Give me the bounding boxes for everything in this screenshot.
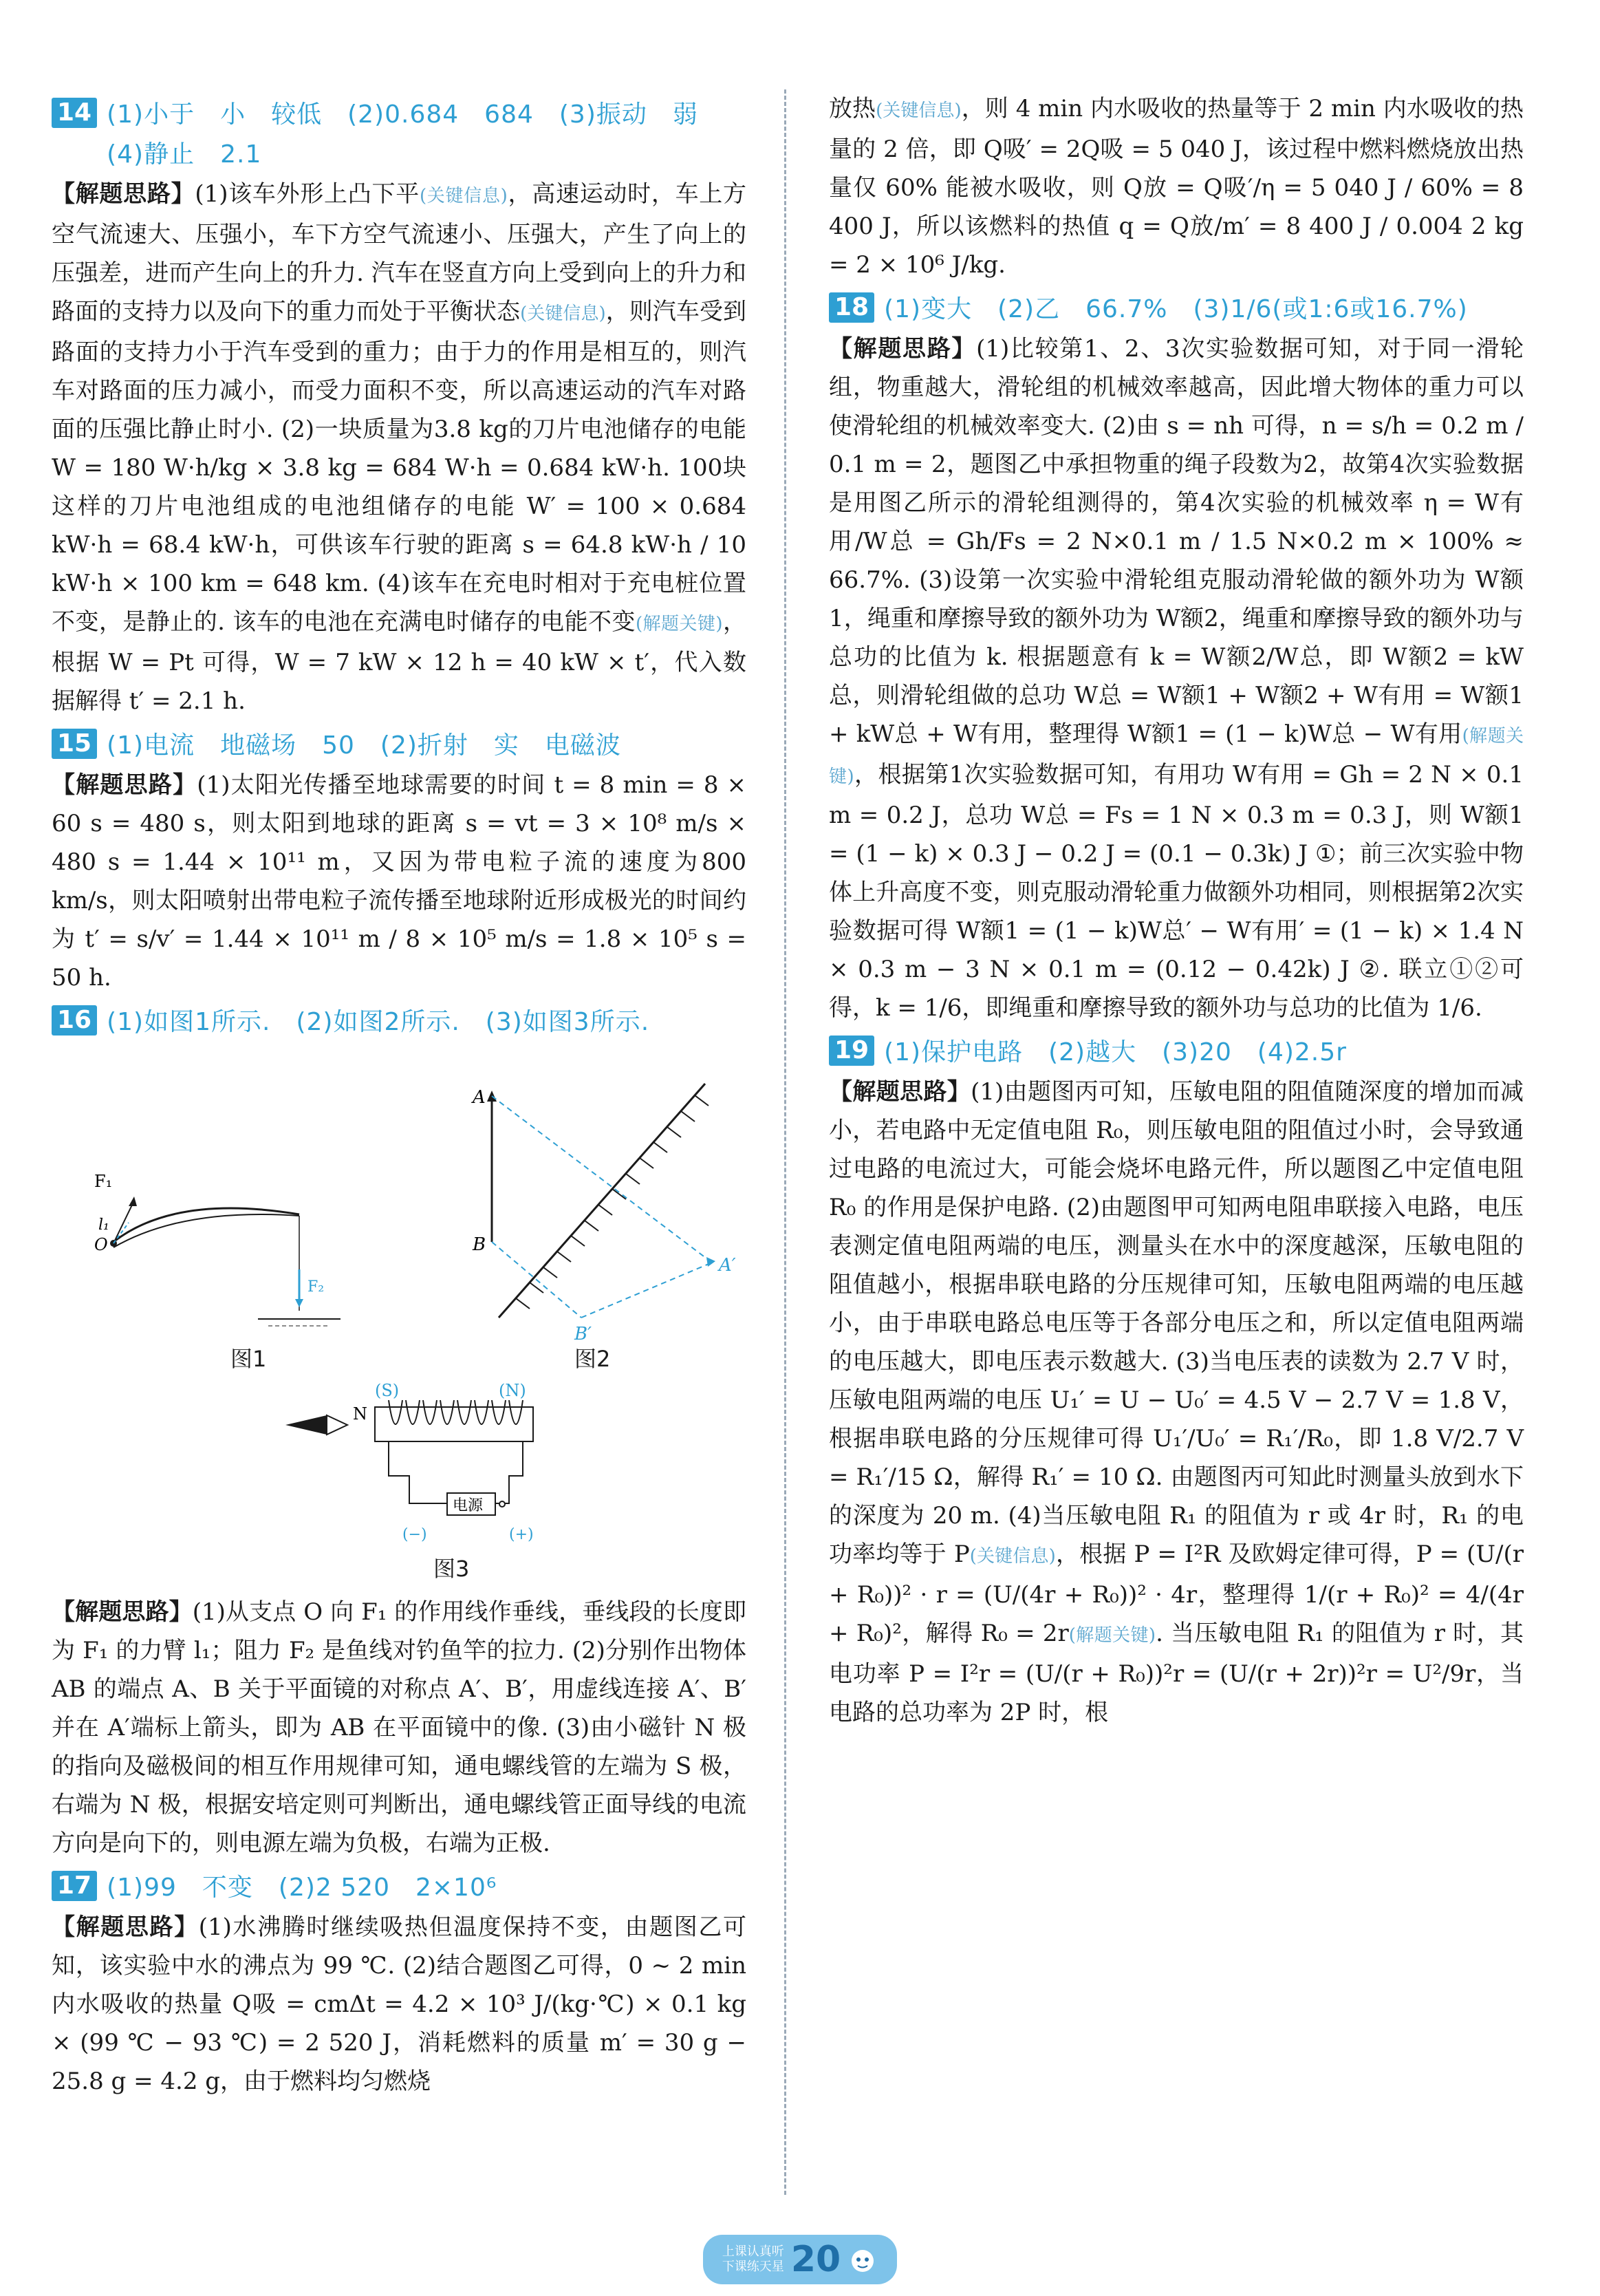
solution-tag: 【解题思路】 <box>52 180 195 208</box>
solution-tag: 【解题思路】 <box>52 1598 193 1626</box>
label-power-source: 电源 <box>453 1497 484 1514</box>
label-needle-N: N <box>353 1404 367 1424</box>
figure-1-caption: 图1 <box>230 1346 267 1372</box>
question-number: 15 <box>52 729 97 759</box>
solution-paragraph: 【解题思路】(1)该车外形上凸下平(关键信息)，高速运动时，车上方空气流速大、压强小，车下方空气流速小、压强大，产生了向上的压强差，进而产生向上的升力. 汽车在竖直方向上受到向上的升力和路面的支持力以及向下的重力而处于平衡状态(关键信息)，则汽车受到路面的支持力小于汽车受到的重力；由于力的作用是相互的，则汽车对路面的压力减小，而受力面积不变，所以高速运动的汽车对路面的压强比静止时小. (2)一块质量为3.8 kg的刀片电池储存的电能 W = 180 W·h/kg × 3.8 kg = 684 W·h = 0.684 kW·h. 100块这样的刀片电池组成的电池组储存的电能 W′ = 100 × 0.684 kW·h = 68.4 kW·h，可供该车行驶的距离 s = 64.8 kW·h / 10 kW·h × 100 km = 648 km. (4)该车在充电时相对于充电桩位置不变，是静止的. 该车的电池在充满电时储存的电能不变(解题关键)，根据 W = Pt 可得，W = 7 kW × 12 h = 40 kW × t′，代入数据解得 t′ = 2.1 h. <box>52 180 747 715</box>
solution-paragraph: 【解题思路】(1)太阳光传播至地球需要的时间 t = 8 min = 8 × 60 s = 480 s，则太阳到地球的距离 s = vt = 3 × 10⁸ m/s × 480 s = 1.44 × 10¹¹ m，又因为带电粒子流的速度为800 km/s，则太阳喷射出带电粒子流传播至地球附近形成极光的时间约为 t′ = s/v′ = 1.44 × 10¹¹ m / 8 × 10⁵ m/s = 1.8 × 10⁵ s = 50 h. <box>52 771 747 991</box>
solution-paragraph: 【解题思路】(1)比较第1、2、3次实验数据可知，对于同一滑轮组，物重越大，滑轮组的机械效率越高，因此增大物体的重力可以使滑轮组的机械效率变大. (2)由 s = nh 可得，n = s/h = 0.2 m / 0.1 m = 2，题图乙中承担物重的绳子段数为2，故第4次实验数据是用图乙所示的滑轮组测得的，第4次实验的机械效率 η = W有用/W总 = Gh/Fs = 2 N×0.1 m / 1.5 N×0.2 m × 100% ≈ 66.7%. (3)设第一次实验中滑轮组克服动滑轮做的额外功为 W额1，绳重和摩擦导致的额外功为 W额2，绳重和摩擦导致的额外功与总功的比值为 k. 根据题意有 k = W额2/W总，即 W额2 = kW总，则滑轮组做的总功 W总 = W额1 + W额2 + W有用 = W额1 + kW总 + W有用，整理得 W额1 = (1 − k)W总 − W有用(解题关键)，根据第1次实验数据可知，有用功 W有用 = Gh = 2 N × 0.1 m = 0.2 J，总功 W总 = Fs = 1 N × 0.3 m = 0.3 J，则 W额1 = (1 − k) × 0.3 J − 0.2 J = (0.1 − 0.3k) J ①；前三次实验中物体上升高度不变，则克服动滑轮重力做额外功相同，则根据第2次实验数据可得 W额1 = (1 − k)W总′ − W有用′ = (1 − k) × 1.4 N × 0.3 m − 3 N × 0.1 m = (0.12 − 0.42k) J ②. 联立①②可得，k = 1/6，即绳重和摩擦导致的额外功与总功的比值为 1/6. <box>829 335 1524 1022</box>
label-l1: l₁ <box>98 1216 109 1234</box>
question-number: 19 <box>829 1036 874 1066</box>
key-info-hint: (关键信息) <box>419 186 508 206</box>
mascot-icon <box>847 2244 878 2275</box>
figure-3-block <box>52 1380 746 1586</box>
page-number-badge <box>703 2235 897 2284</box>
solution-paragraph: 【解题思路】(1)由题图丙可知，压敏电阻的阻值随深度的增加而减小，若电路中无定值电阻 R₀，则压敏电阻的阻值过小时，会导致通过电路的电流过大，可能会烧坏电路元件，所以题图乙中定值电阻 R₀ 的作用是保护电路. (2)由题图甲可知两电阻串联接入电路，电压表测定值电阻两端的电压，测量头在水中的深度越深，压敏电阻的阻值越小，根据串联电路的分压规律可知，压敏电阻两端的电压越小，由于串联电路总电压等于各部分电压之和，所以定值电阻两端的电压越大，即电压表示数越大. (3)当电压表的读数为 2.7 V 时，压敏电阻两端的电压 U₁′ = U − U₀′ = 4.5 V − 2.7 V = 1.8 V，根据串联电路的分压规律可得 U₁′/U₀′ = R₁′/R₀，即 1.8 V/2.7 V = R₁′/15 Ω，解得 R₁′ = 10 Ω. 由题图丙可知此时测量头放到水下的深度为 20 m. (4)当压敏电阻 R₁ 的阻值为 r 或 4r 时，R₁ 的电功率均等于 P(关键信息)，根据 P = I²R 及欧姆定律可得，P = (U/(r + R₀))² · r = (U/(4r + R₀))² · 4r，整理得 1/(r + R₀)² = 4/(4r + R₀)²，解得 R₀ = 2r(解题关键). 当压敏电阻 R₁ 的阻值为 r 时，其电功率 P = I²r = (U/(r + R₀))²r = (U/(r + 2r))²r = U²/9r，当电路的总功率为 2P 时，根 <box>829 1078 1524 1726</box>
figure-3-caption: 图3 <box>433 1556 470 1582</box>
label-minus: (−) <box>402 1526 427 1543</box>
solution-tag: 【解题思路】 <box>52 771 197 799</box>
question-18-header <box>829 290 1524 330</box>
solution-tag: 【解题思路】 <box>829 1078 971 1106</box>
question-19-header <box>829 1033 1524 1073</box>
key-solution-hint: (解题关键) <box>1068 1625 1156 1646</box>
figure-3-solenoid <box>272 1380 588 1552</box>
key-info-hint: (关键信息) <box>969 1546 1056 1567</box>
answer-line: (1)99 不变 (2)2 520 2×10⁶ <box>107 1874 497 1902</box>
right-column <box>829 89 1524 1732</box>
solution-paragraph: 【解题思路】(1)从支点 O 向 F₁ 的作用线作垂线，垂线段的长度即为 F₁ 的力臂 l₁；阻力 F₂ 是鱼线对钓鱼竿的拉力. (2)分别作出物体 AB 的端点 A、B 关于平面镜的对称点 A′、B′，用虚线连接 A′、B′并在 A′端标上箭头，即为 AB 在平面镜中的像. (3)由小磁针 N 极的指向及磁极间的相互作用规律可知，通电螺线管的左端为 S 极，右端为 N 极，根据安培定则可判断出，通电螺线管正面导线的电流方向是向下的，则电源左端为负极，右端为正极. <box>52 1598 746 1857</box>
figure-2-plane-mirror <box>437 1056 739 1345</box>
answer-line: (1)保护电路 (2)越大 (3)20 (4)2.5r <box>884 1038 1347 1066</box>
label-S-pole: (S) <box>375 1381 400 1400</box>
page-footer <box>0 2235 1600 2284</box>
question-number: 17 <box>52 1871 97 1901</box>
solution-paragraph: 【解题思路】(1)水沸腾时继续吸热但温度保持不变，由题图乙可知，该实验中水的沸点为 99 ℃. (2)结合题图乙可得，0 ~ 2 min 内水吸收的热量 Q吸 = cmΔt = 4.2 × 10³ J/(kg·℃) × 0.1 kg × (99 ℃ − 93 ℃) = 2 520 J，消耗燃料的质量 m′ = 30 g − 25.8 g = 4.2 g，由于燃料均匀燃烧 <box>52 1913 746 2095</box>
label-F2: F₂ <box>307 1278 325 1296</box>
answer-line: (1)如图1所示. (2)如图2所示. (3)如图3所示. <box>107 1008 650 1036</box>
label-A: A <box>473 1087 486 1108</box>
label-B-prime: B′ <box>574 1324 592 1344</box>
label-F1: F₁ <box>94 1172 113 1191</box>
solution-tag: 【解题思路】 <box>829 335 977 363</box>
answer-line: (1)变大 (2)乙 66.7% (3)1/6(或1:6或16.7%) <box>884 295 1468 323</box>
solution-paragraph-continued: 放热(关键信息)，则 4 min 内水吸收的热量等于 2 min 内水吸收的热量的 2 倍，即 Q吸′ = 2Q吸 = 5 040 J，该过程中燃料燃烧放出热量仅 60% 能被水吸收，则 Q放 = Q吸′/η = 5 040 J / 60% = 8 400 J，所以该燃料的热值 q = Q放/m′ = 8 400 J / 0.004 2 kg = 2 × 10⁶ J/kg. <box>829 95 1524 279</box>
figure-2-caption: 图2 <box>574 1346 611 1372</box>
key-info-hint: (关键信息) <box>876 100 962 121</box>
label-B: B <box>473 1234 486 1255</box>
footer-slogan: 上课认真听 下课练天星 <box>722 2244 784 2274</box>
label-plus: (+) <box>509 1526 534 1543</box>
question-17-header <box>52 1868 746 1908</box>
key-solution-hint: (解题关键) <box>635 614 723 634</box>
label-N-pole: (N) <box>499 1381 526 1400</box>
page-number: 20 <box>790 2239 841 2280</box>
left-column <box>52 89 746 2101</box>
figure-1-fishing-rod <box>93 1166 368 1331</box>
question-number: 18 <box>829 292 874 323</box>
question-15-header <box>52 726 746 766</box>
column-divider <box>784 89 786 2195</box>
key-solution-hint: (解题关键) <box>829 726 1524 787</box>
answer-line: (1)电流 地磁场 50 (2)折射 实 电磁波 <box>107 731 621 760</box>
key-info-hint: (关键信息) <box>520 303 606 324</box>
solution-tag: 【解题思路】 <box>52 1913 199 1941</box>
question-number: 16 <box>52 1005 97 1036</box>
label-O: O <box>94 1235 108 1254</box>
question-16-header <box>52 1002 746 1042</box>
question-number: 14 <box>52 98 97 128</box>
question-14-header <box>52 95 746 175</box>
label-A-prime: A′ <box>719 1255 736 1276</box>
answer-line: (1)小于 小 较低 (2)0.684 684 (3)振动 弱 (4)静止 2.1 <box>107 100 724 169</box>
